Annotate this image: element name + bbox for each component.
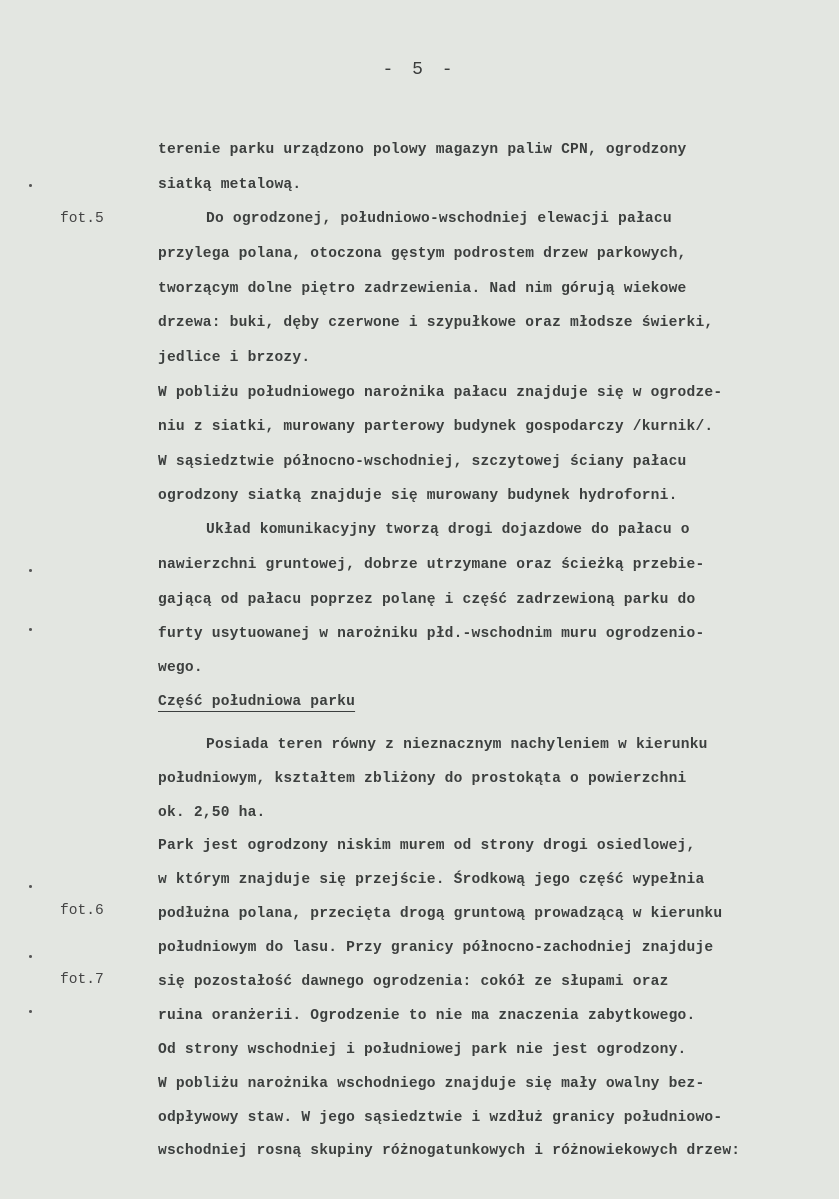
text-line: Park jest ogrodzony niskim murem od strony drogi osiedlowej,	[158, 838, 696, 854]
punch-dot	[29, 955, 32, 958]
text-line: Układ komunikacyjny tworzą drogi dojazdowe do pałacu o	[206, 522, 690, 538]
text-line: południowym, kształtem zbliżony do prostokąta o powierzchni	[158, 771, 687, 787]
text-line: terenie parku urządzono polowy magazyn paliw CPN, ogrodzony	[158, 142, 687, 158]
text-line: W sąsiedztwie północno-wschodniej, szczytowej ściany pałacu	[158, 454, 687, 470]
text-line: gającą od pałacu poprzez polanę i część zadrzewioną parku do	[158, 592, 696, 608]
margin-note-fot6: fot.6	[60, 903, 104, 919]
text-line: Od strony wschodniej i południowej park nie jest ogrodzony.	[158, 1042, 687, 1058]
text-line: W pobliżu południowego narożnika pałacu znajduje się w ogrodze-	[158, 385, 723, 401]
text-line: jedlice i brzozy.	[158, 350, 311, 366]
text-line: wego.	[158, 660, 203, 676]
text-line: siatką metalową.	[158, 177, 302, 193]
section-heading: Część południowa parku	[158, 694, 356, 710]
punch-dot	[29, 184, 32, 187]
text-line: Do ogrodzonej, południowo-wschodniej elewacji pałacu	[206, 211, 672, 227]
text-line: tworzącym dolne piętro zadrzewienia. Nad nim górują wiekowe	[158, 281, 687, 297]
punch-dot	[29, 1010, 32, 1013]
text-line: wschodniej rosną skupiny różnogatunkowych i różnowiekowych drzew:	[158, 1143, 741, 1159]
page-number: - 5 -	[382, 60, 457, 80]
text-line: Posiada teren równy z nieznacznym nachyleniem w kierunku	[206, 737, 708, 753]
text-line: furty usytuowanej w narożniku płd.-wschodnim muru ogrodzenio-	[158, 626, 705, 642]
text-line: przylega polana, otoczona gęstym podrostem drzew parkowych,	[158, 246, 687, 262]
text-line: W pobliżu narożnika wschodniego znajduje się mały owalny bez-	[158, 1076, 705, 1092]
text-line: ok. 2,50 ha.	[158, 805, 266, 821]
text-line: odpływowy staw. W jego sąsiedztwie i wzdłuż granicy południowo-	[158, 1110, 723, 1126]
text-line: niu z siatki, murowany parterowy budynek gospodarczy /kurnik/.	[158, 419, 714, 435]
punch-dot	[29, 885, 32, 888]
text-line: drzewa: buki, dęby czerwone i szypułkowe oraz młodsze świerki,	[158, 315, 714, 331]
text-line: się pozostałość dawnego ogrodzenia: cokół ze słupami oraz	[158, 974, 669, 990]
text-line: nawierzchni gruntowej, dobrze utrzymane oraz ścieżką przebie-	[158, 557, 705, 573]
text-line: ogrodzony siatką znajduje się murowany budynek hydroforni.	[158, 488, 678, 504]
text-line: ruina oranżerii. Ogrodzenie to nie ma znaczenia zabytkowego.	[158, 1008, 696, 1024]
text-line: w którym znajduje się przejście. Środkową jego część wypełnia	[158, 872, 705, 888]
margin-note-fot5: fot.5	[60, 211, 104, 227]
punch-dot	[29, 569, 32, 572]
text-line: podłużna polana, przecięta drogą gruntową prowadzącą w kierunku	[158, 906, 723, 922]
margin-note-fot7: fot.7	[60, 972, 104, 988]
punch-dot	[29, 628, 32, 631]
text-line: południowym do lasu. Przy granicy północno-zachodniej znajduje	[158, 940, 714, 956]
